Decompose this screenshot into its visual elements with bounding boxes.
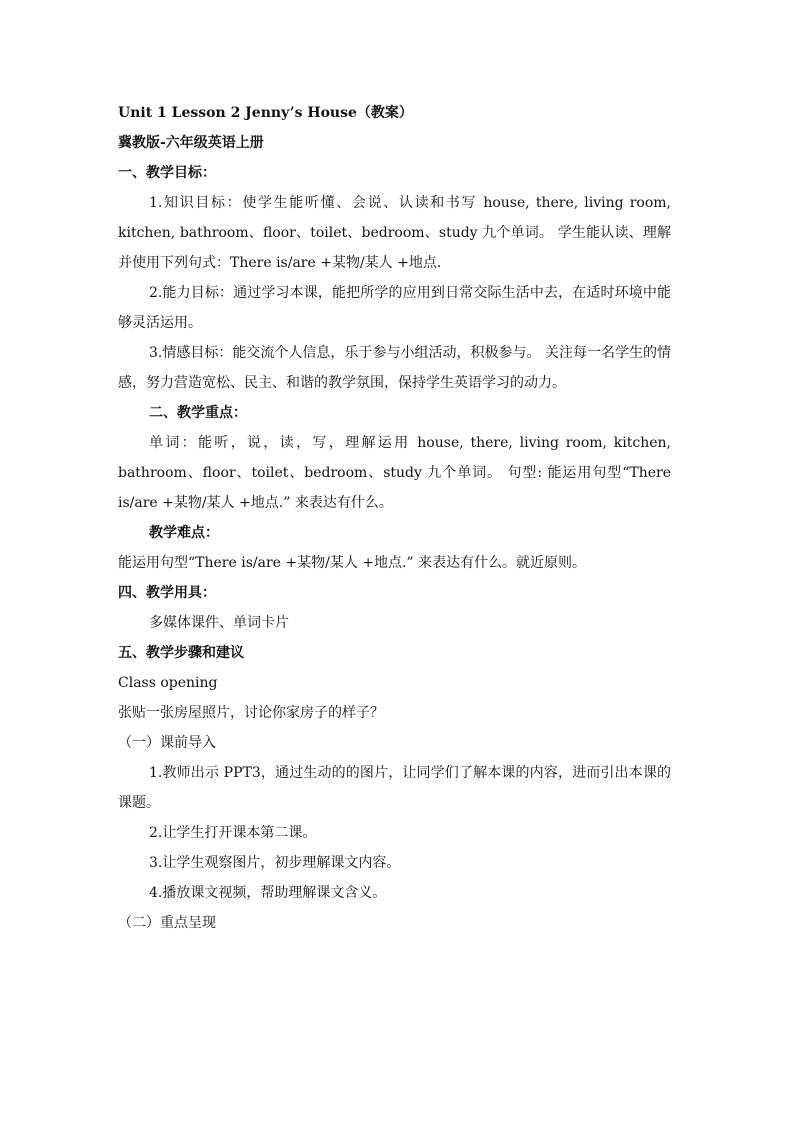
document-title: Unit 1 Lesson 2 Jenny’s House（教案）: [118, 105, 413, 121]
difficulty-text: 能运用句型“There is/are +某物/某人 +地点.” 来表达有什么。就近原则。: [118, 555, 587, 571]
goals-heading: 一、教学目标：: [118, 165, 216, 181]
intro-step-1: 1.教师出示 PPT3，通过生动的的图片，让同学们了解本课的内容，进而引出本课的课题。: [118, 765, 671, 811]
intro-step-2: 2.让学生打开课本第二课。: [149, 825, 317, 841]
goal-3-text: 3.情感目标：能交流个人信息，乐于参与小组活动，积极参与。 关注每一名学生的情感，努力营造宽松、民主、和谐的教学氛围，保持学生英语学习的动力。: [118, 345, 671, 391]
goal-2-text: 2.能力目标：通过学习本课，能把所学的应用到日常交际生活中去，在适时环境中能够灵活运用。: [118, 285, 671, 331]
intro-step-3: 3.让学生观察图片，初步理解课文内容。: [149, 855, 401, 871]
key-points-text: 单词：能听，说，读，写，理解运用 house, there, living room, kitchen, bathroom、floor、toilet、bedroom、study 九个单词。 句型: 能运用句型“There is/are +某物/某人 +地点.” 来表达有什么。: [118, 435, 671, 511]
goal-1-text: 1.知识目标：使学生能听懂、会说、认读和书写 house, there, living room, kitchen, bathroom、floor、toilet、bedroom、study 九个单词。 学生能认读、理解并使用下列句式：There is/are +某物/某人 +地点.: [118, 195, 671, 271]
intro-step-4: 4.播放课文视频，帮助理解课文含义。: [149, 885, 387, 901]
intro-heading: （一）课前导入: [118, 735, 216, 751]
difficulty-heading: 教学难点：: [149, 525, 219, 541]
document-content: [118, 98, 671, 938]
document-subtitle: 冀教版-六年级英语上册: [118, 135, 264, 151]
key-present-heading: （二）重点呈现: [118, 915, 216, 931]
opening-text: 张贴一张房屋照片，讨论你家房子的样子？: [118, 705, 384, 721]
tools-heading: 四、教学用具：: [118, 585, 216, 601]
steps-heading: 五、教学步骤和建议: [118, 645, 244, 661]
key-points-heading: 二、教学重点：: [149, 405, 247, 421]
tools-text: 多媒体课件、单词卡片: [149, 615, 289, 631]
class-opening-label: Class opening: [118, 675, 218, 691]
